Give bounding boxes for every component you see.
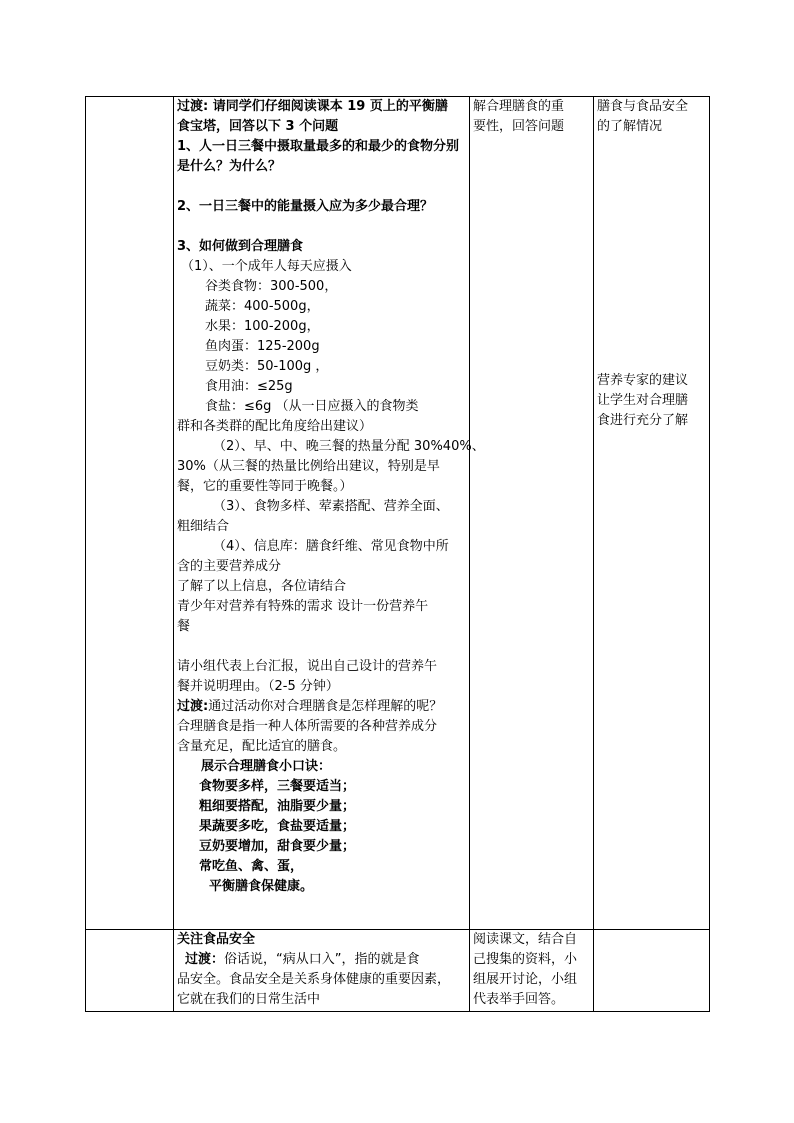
text-line: 过渡: 请同学们仔细阅读课本 19 页上的平衡膳 (177, 99, 448, 114)
text-line (177, 177, 466, 197)
lesson-plan-table (85, 96, 710, 1012)
text-line: 请小组代表上台汇报，说出自己设计的营养午 (177, 659, 438, 674)
cell-student-activity (470, 97, 594, 930)
text-line: 水果：100-200g， (205, 319, 320, 334)
text-line: 餐并说明理由。（2-5 分钟） (177, 679, 339, 694)
text-line: 合理膳食是指一种人体所需要的各种营养成分 (177, 719, 438, 734)
text-line: 组展开讨论，小组 (473, 972, 578, 987)
text-line: 蔬菜：400-500g， (205, 299, 320, 314)
text-line: 要性，回答问题 (473, 119, 565, 134)
text-line: 含的主要营养成分 (177, 559, 282, 574)
text-line: 果蔬要多吃，食盐要适量； (199, 819, 356, 834)
text-line: 餐 (177, 619, 191, 634)
cell-design-intent-2 (594, 930, 710, 1012)
line-rest: 俗话说，“病从口入”，指的就是食 (224, 952, 420, 967)
text-line: 1、人一日三餐中摄取量最多的和最少的食物分别 (177, 139, 460, 154)
text-line: 代表举手回答。 (473, 992, 565, 1007)
text-line (177, 950, 466, 970)
cell-student-activity-2 (470, 930, 594, 1012)
intent-expert-advice (597, 371, 706, 431)
text-line: 谷类食物：300-500， (205, 279, 338, 294)
text-line: 2、一日三餐中的能量摄入应为多少最合理？ (177, 199, 434, 214)
bold-prefix: 过渡： (185, 952, 225, 967)
text-line: 它就在我们的日常生活中 (177, 992, 321, 1007)
text-line: 了解了以上信息，各位请结合 (177, 579, 347, 594)
text-line: 阅读课文，结合自 (473, 932, 578, 947)
line-rest: 通过活动你对合理膳食是怎样理解的呢？ (208, 699, 443, 714)
text-line: 展示合理膳食小口诀： (201, 759, 332, 774)
text-line: 鱼肉蛋：125-200g (205, 339, 320, 354)
text-line: 品安全。食品安全是关系身体健康的重要因素， (177, 972, 451, 987)
text-line: 豆奶类：50-100g ， (205, 359, 329, 374)
text-line: 粗细结合 (177, 519, 230, 534)
cell-empty-stage-2 (86, 930, 174, 1012)
text-line: 食盐：≤6g （从一日应摄入的食物类 (205, 399, 419, 414)
bold-prefix: 过渡: (177, 699, 209, 714)
table-row-balanced-diet (86, 97, 710, 930)
text-line: 是什么？为什么？ (177, 159, 282, 174)
cell-design-intent (594, 97, 710, 930)
text-line: 让学生对合理膳 (597, 393, 689, 408)
text-line: 含量充足，配比适宜的膳食。 (177, 739, 347, 754)
text-line: 膳食与食品安全 (597, 99, 689, 114)
text-line: 3、如何做到合理膳食 (177, 239, 304, 254)
text-line: （2）、早、中、晚三餐的热量分配 30%40%、 (213, 439, 485, 454)
text-line: 豆奶要增加，甜食要少量； (199, 839, 356, 854)
text-line: 己搜集的资料，小 (473, 952, 578, 967)
cell-empty-stage (86, 97, 174, 930)
text-line: 食进行充分了解 (597, 413, 689, 428)
cell-teacher-activity (174, 97, 485, 930)
text-line: （3）、食物多样、荤素搭配、营养全面、 (213, 499, 449, 514)
intent-food-safety-understanding (597, 97, 706, 137)
text-line: 食物要多样，三餐要适当； (199, 779, 356, 794)
text-line (177, 637, 466, 657)
table-row-food-safety (86, 930, 710, 1012)
text-line: （4）、信息库：膳食纤维、常见食物中所 (213, 539, 449, 554)
text-line: 关注食品安全 (177, 932, 256, 947)
text-line: 食宝塔，回答以下 3 个问题 (177, 119, 339, 134)
text-line: 常吃鱼、禽、蛋， (199, 859, 304, 874)
text-line: （1）、一个成年人每天应摄入 (181, 259, 352, 274)
text-line: 的了解情况 (597, 119, 663, 134)
text-line: 平衡膳食保健康。 (209, 879, 314, 894)
text-line: 30%（从三餐的热量比例给出建议，特别是早 (177, 459, 440, 474)
text-line: 群和各类群的配比角度给出建议） (177, 419, 373, 434)
text-line: 解合理膳食的重 (473, 99, 565, 114)
text-line (177, 217, 466, 237)
text-line: 食用油：≤25g (205, 379, 293, 394)
text-line: 粗细要搭配，油脂要少量； (199, 799, 356, 814)
text-line: 营养专家的建议 (597, 373, 689, 388)
text-line: 餐，它的重要性等同于晚餐。） (177, 479, 353, 494)
text-line: 青少年对营养有特殊的需求 设计一份营养午 (177, 599, 429, 614)
cell-teacher-activity-2 (174, 930, 470, 1012)
text-line (177, 697, 466, 717)
